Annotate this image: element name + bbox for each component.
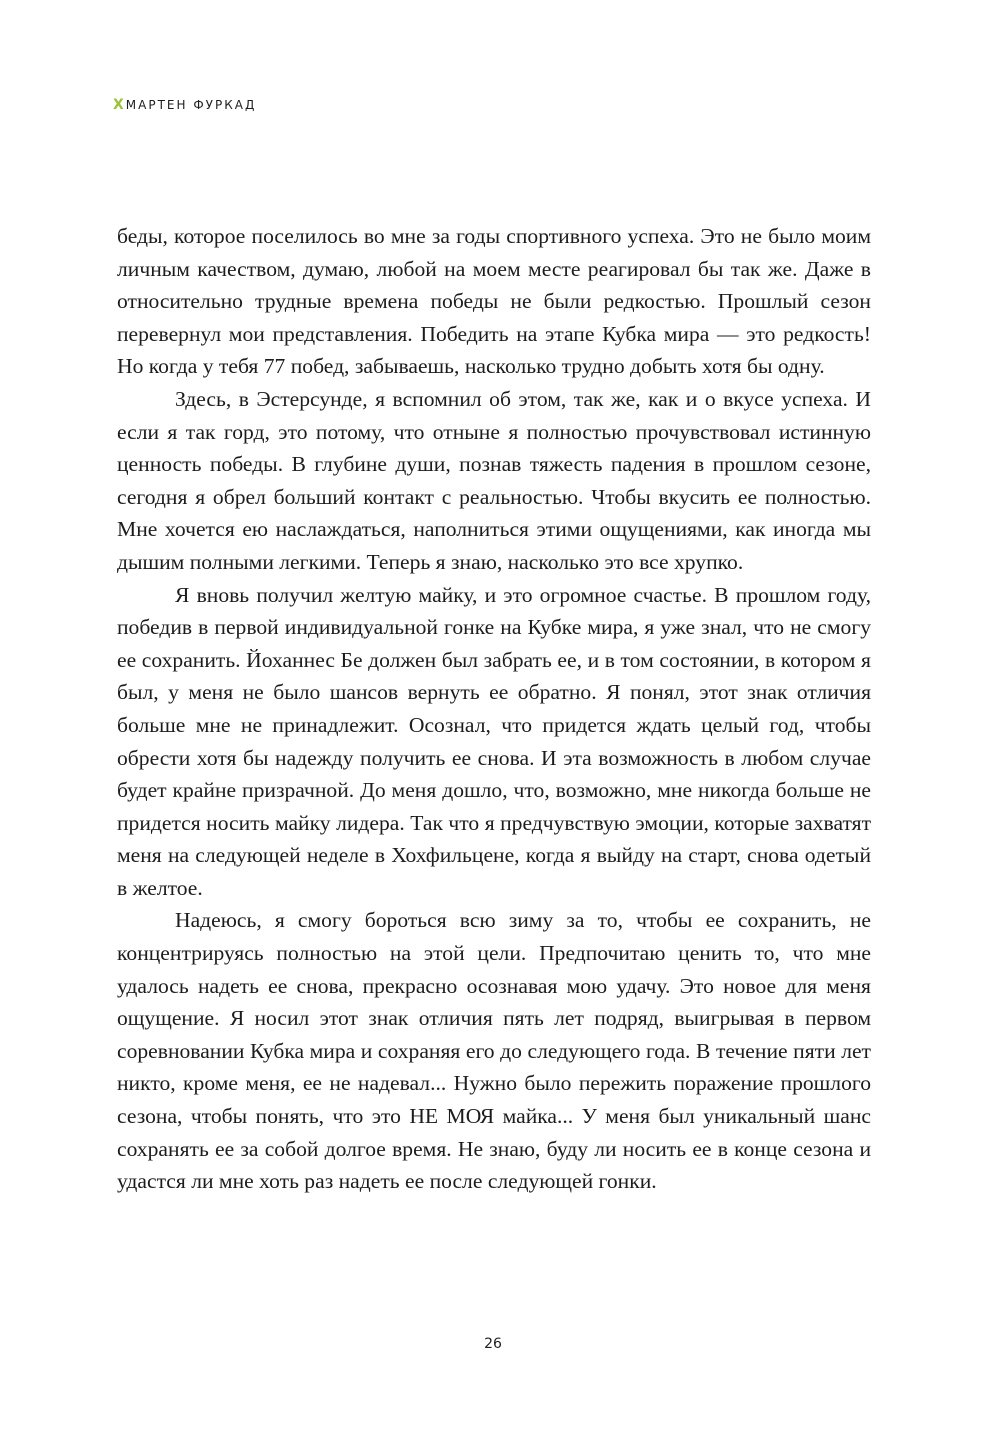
paragraph-4: Надеюсь, я смогу бороться всю зиму за то, чтобы ее сохранить, не концентрируясь полностью на этой цели. Предпочитаю ценить то, что мне удалось надеть ее снова, прекрасно осознавая мою удачу. Это новое для меня ощущение. Я носил этот знак отличия пять лет подряд, выигрывая в первом соревновании Кубка мира и сохраняя его до следующего года. В течение пяти лет никто, кроме меня, ее не надевал... Нужно было пережить поражение прошлого сезона, чтобы понять, что это НЕ МОЯ майка... У меня был уникальный шанс сохранять ее за собой долгое время. Не знаю, буду ли носить ее в конце сезона и удастся ли мне хоть раз надеть ее после следующей гонки.	[117, 908, 871, 1194]
author-mark-icon: Х	[113, 97, 124, 113]
running-head	[113, 95, 256, 115]
paragraph-2: Здесь, в Эстерсунде, я вспомнил об этом, так же, как и о вкусе успеха. И если я так горд, это потому, что отныне я полностью прочувствовал истинную ценность победы. В глубине души, познав тяжесть падения в прошлом сезоне, сегодня я обрел больший контакт с реальностью. Чтобы вкусить ее полностью. Мне хочется ею наслаждаться, наполниться этими ощущениями, как иногда мы дышим полными легкими. Теперь я знаю, насколько это все хрупко.	[117, 386, 871, 574]
page-number: 26	[484, 1336, 502, 1352]
author-name: МАРТЕН ФУРКАД	[125, 98, 257, 112]
body-text	[117, 220, 871, 1198]
paragraph-1: беды, которое поселилось во мне за годы спортивного успеха. Это не было моим личным качеством, думаю, любой на моем месте реагировал бы так же. Даже в относительно трудные времена победы не были редкостью. Прошлый сезон перевернул мои представления. Победить на этапе Кубка мира — это редкость! Но когда у тебя 77 побед, забываешь, насколько трудно добыть хотя бы одну.	[117, 224, 871, 379]
paragraph-3: Я вновь получил желтую майку, и это огромное счастье. В прошлом году, победив в первой индивидуальной гонке на Кубке мира, я уже знал, что не смогу ее сохранить. Йоханнес Бе должен был забрать ее, и в том состоянии, в котором я был, у меня не было шансов вернуть ее обратно. Я понял, этот знак отличия больше мне не принадлежит. Осознал, что придется ждать целый год, чтобы обрести хотя бы надежду получить ее снова. И эта возможность в любом случае будет крайне призрачной. До меня дошло, что, возможно, мне никогда больше не придется носить майку лидера. Так что я предчувствую эмоции, которые захватят меня на следующей неделе в Хохфильцене, когда я выйду на старт, снова одетый в желтое.	[117, 582, 871, 900]
